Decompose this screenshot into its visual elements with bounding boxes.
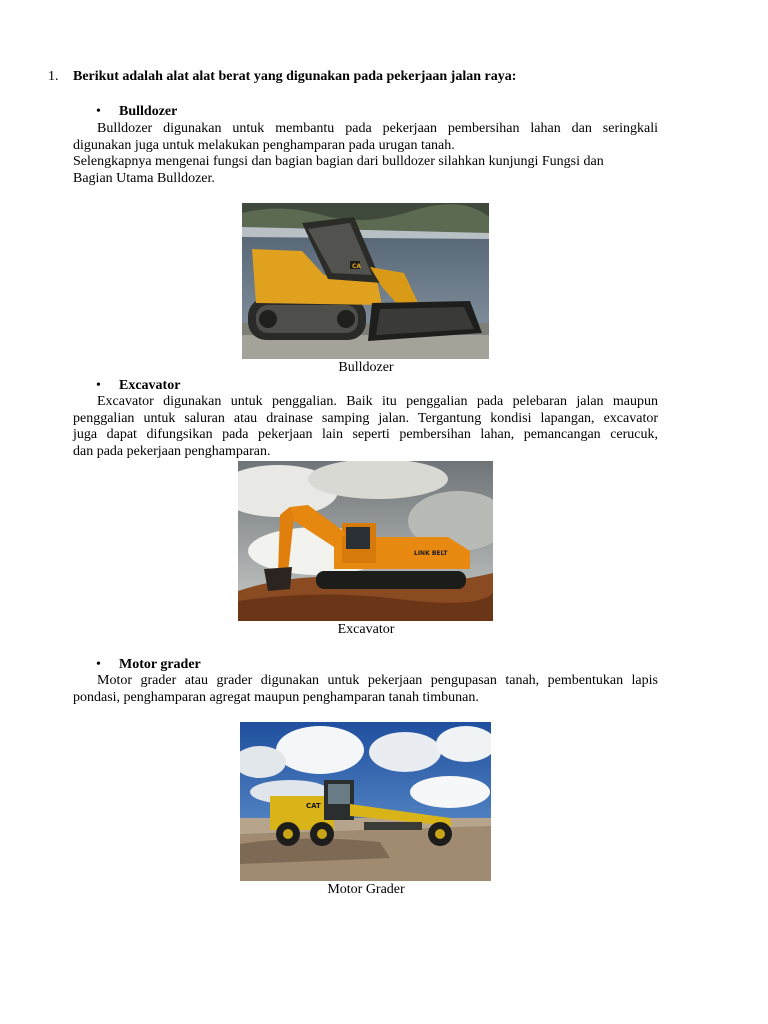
paragraph-line: dan pada pekerjaan penghamparan. <box>73 443 271 459</box>
paragraph-line: Motor grader atau grader digunakan untuk pekerjaan pengupasan tanah, pembentukan lapis <box>97 673 658 688</box>
bulldozer-description <box>73 121 658 187</box>
motor-grader-photo <box>240 722 491 881</box>
bulldozer-caption: Bulldozer <box>338 360 394 375</box>
excavator-description <box>73 394 658 460</box>
paragraph-line: Selengkapnya mengenai fungsi dan bagian bagian dari bulldozer silahkan kunjungi Fungsi dan <box>73 154 604 169</box>
bullet-icon: • <box>96 657 101 672</box>
motor-grader-caption: Motor Grader <box>327 882 405 897</box>
paragraph-line: Bagian Utama Bulldozer. <box>73 170 215 186</box>
paragraph-line: juga dapat difungsikan pada pekerjaan lain seperti pembersihan lahan, pemancangan cerucuk, <box>73 427 658 442</box>
paragraph-line: digunakan juga untuk melakukan penghamparan pada urugan tanah. <box>73 137 455 153</box>
motor-grader-description <box>73 673 658 706</box>
section-title: Motor grader <box>119 657 201 672</box>
heading-text: Berikut adalah alat alat berat yang digunakan pada pekerjaan jalan raya: <box>73 69 517 84</box>
paragraph-line: penggalian untuk saluran atau drainase samping jalan. Tergantung kondisi lapangan, excavator <box>73 410 658 426</box>
bullet-icon: • <box>96 378 101 393</box>
bulldozer-photo <box>242 203 489 359</box>
list-number: 1. <box>48 69 59 84</box>
bullet-icon: • <box>96 104 101 119</box>
cat-logo: CAT <box>306 802 321 810</box>
excavator-caption: Excavator <box>337 622 395 637</box>
paragraph-line: pondasi, penghamparan agregat maupun penghamparan tanah timbunan. <box>73 689 479 705</box>
excavator-decal: LINK BELT <box>414 550 448 557</box>
section-title: Excavator <box>119 378 181 393</box>
paragraph-line: Bulldozer digunakan untuk membantu pada pekerjaan pembersihan lahan dan seringkali <box>97 121 658 136</box>
paragraph-line: Excavator digunakan untuk penggalian. Baik itu penggalian pada pelebaran jalan maupun <box>97 394 658 409</box>
cat-logo: CA <box>352 263 362 270</box>
excavator-photo <box>238 461 493 621</box>
section-title: Bulldozer <box>119 104 178 119</box>
